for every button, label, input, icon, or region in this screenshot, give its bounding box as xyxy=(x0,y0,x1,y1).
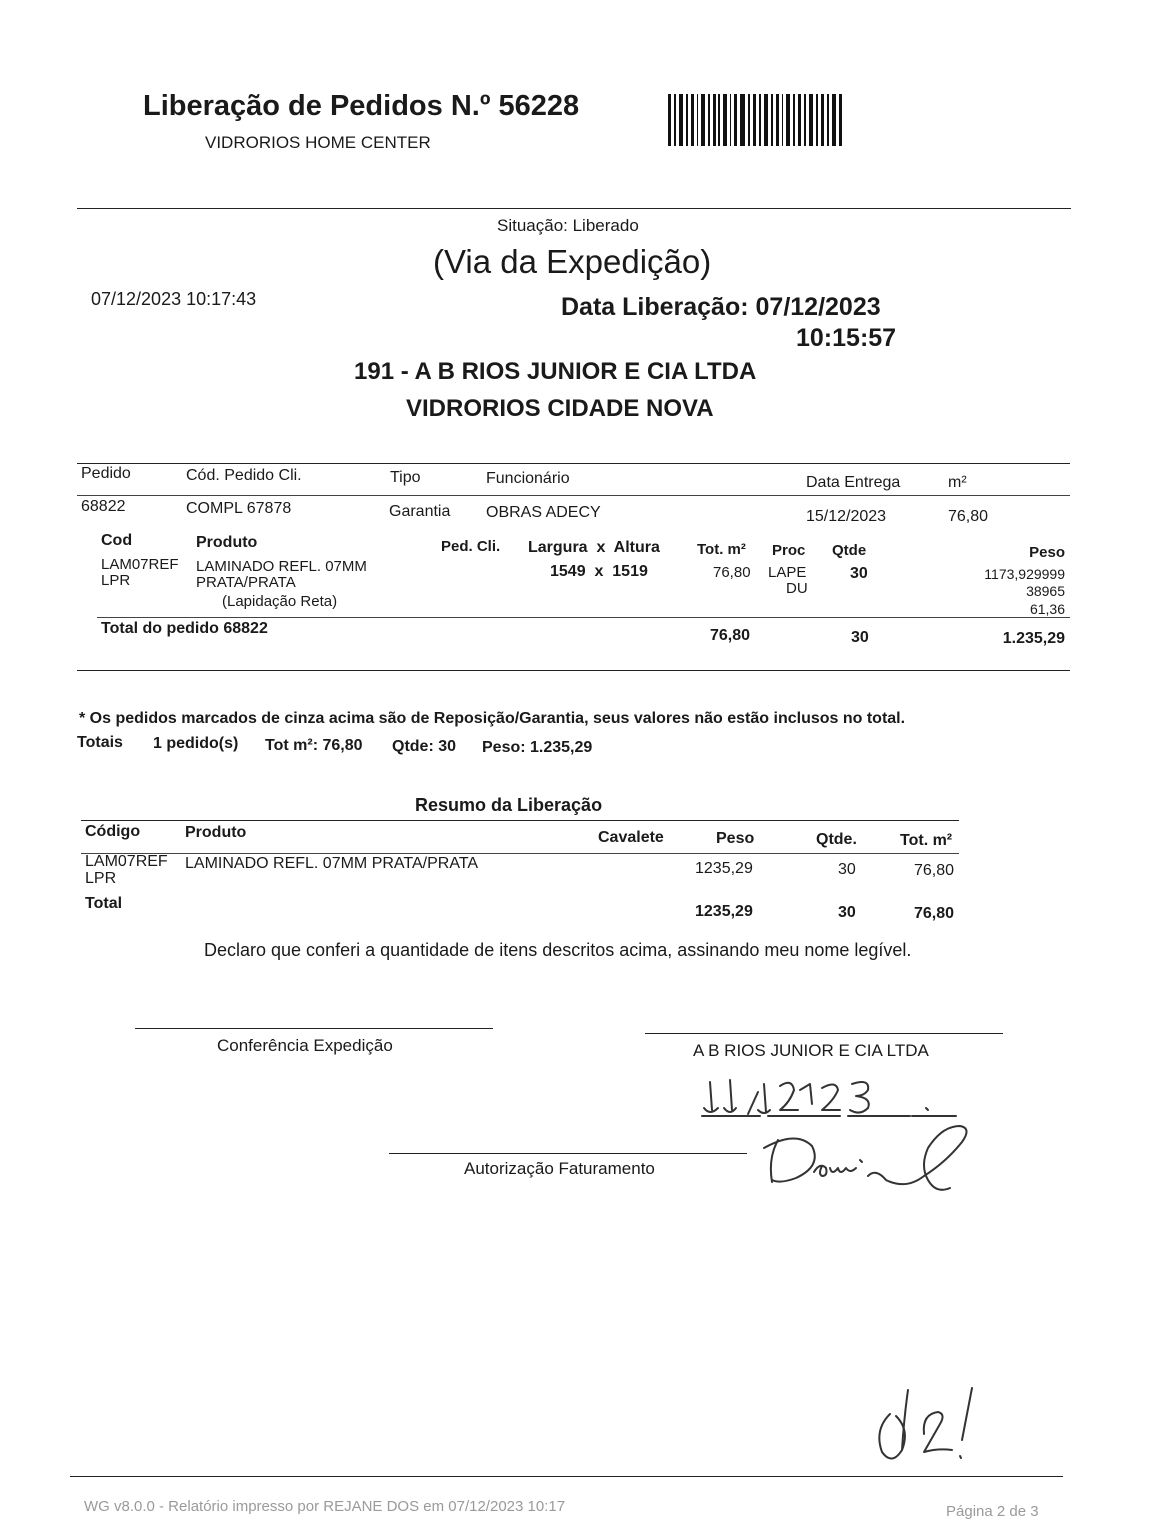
totais-pedidos: 1 pedido(s) xyxy=(153,735,239,752)
data-liberacao: Data Liberação: 07/12/2023 xyxy=(561,293,881,321)
resumo-total-tot-m2: 76,80 xyxy=(914,905,955,922)
order-pedido-value: 68822 xyxy=(81,498,126,515)
data-liberacao-time: 10:15:57 xyxy=(796,324,897,352)
document-title: Liberação de Pedidos N.º 56228 xyxy=(143,90,580,122)
resumo-title: Resumo da Liberação xyxy=(415,795,603,815)
col-cod-pedido-cli: Cód. Pedido Cli. xyxy=(186,467,302,484)
item-peso-l2: 38965 xyxy=(1026,583,1065,599)
resumo-produto: LAMINADO REFL. 07MM PRATA/PRATA xyxy=(185,855,479,872)
client-name: 191 - A B RIOS JUNIOR E CIA LTDA xyxy=(354,358,757,385)
item-cod-l2: LPR xyxy=(101,572,131,589)
item-col-largura-altura: Largura x Altura xyxy=(528,539,660,556)
company-name: VIDRORIOS HOME CENTER xyxy=(205,133,431,152)
resumo-tot-m2: 76,80 xyxy=(914,862,955,879)
order-total-tot-m2: 76,80 xyxy=(710,627,751,644)
footer-divider xyxy=(70,1476,1063,1477)
item-produto-l3: (Lapidação Reta) xyxy=(222,593,338,610)
item-col-qtde: Qtde xyxy=(832,542,867,559)
item-peso-l1: 1173,929999 xyxy=(984,566,1065,582)
client-branch: VIDRORIOS CIDADE NOVA xyxy=(406,395,714,422)
item-largura-altura: 1549 x 1519 xyxy=(550,563,648,580)
resumo-total-qtde: 30 xyxy=(838,904,856,921)
order-table-top-border xyxy=(77,463,1070,464)
resumo-top-border xyxy=(81,820,959,821)
resumo-total-label: Total xyxy=(85,895,123,912)
via-label: (Via da Expedição) xyxy=(433,243,712,280)
printed-timestamp: 07/12/2023 10:17:43 xyxy=(91,289,257,309)
order-funcionario-value: OBRAS ADECY xyxy=(486,504,601,521)
totais-tot-m2: Tot m²: 76,80 xyxy=(265,737,363,754)
item-cod-l1: LAM07REF xyxy=(101,556,179,573)
handwritten-signature-icon xyxy=(756,1118,986,1198)
resumo-total-peso: 1235,29 xyxy=(695,903,753,920)
resumo-qtde: 30 xyxy=(838,861,856,878)
footer-page-number: Página 2 de 3 xyxy=(946,1503,1039,1520)
handwritten-initials-icon xyxy=(868,1378,984,1470)
company-signature-line xyxy=(645,1033,1003,1034)
resumo-col-cavalete: Cavalete xyxy=(598,829,664,846)
item-tot-m2: 76,80 xyxy=(713,564,751,581)
item-col-produto: Produto xyxy=(196,534,258,551)
autorizacao-signature-line xyxy=(389,1153,747,1154)
item-produto-l1: LAMINADO REFL. 07MM xyxy=(196,558,367,575)
item-col-proc: Proc xyxy=(772,542,806,559)
totais-label: Totais xyxy=(77,734,123,751)
order-m2-value: 76,80 xyxy=(948,508,989,525)
warning-note: * Os pedidos marcados de cinza acima são de Reposição/Garantia, seus valores não estão inclusos no total. xyxy=(79,710,906,727)
item-proc-l2: DU xyxy=(786,580,808,597)
conferencia-label: Conferência Expedição xyxy=(217,1036,393,1055)
item-proc-l1: LAPE xyxy=(768,564,807,581)
col-tipo: Tipo xyxy=(390,469,421,486)
order-table-bottom-border xyxy=(77,670,1070,671)
item-col-ped-cli: Ped. Cli. xyxy=(441,538,501,555)
item-peso-l3: 61,36 xyxy=(1029,601,1065,617)
resumo-col-tot-m2: Tot. m² xyxy=(900,832,953,849)
item-col-cod: Cod xyxy=(101,532,133,549)
item-produto-l2: PRATA/PRATA xyxy=(196,574,296,591)
col-pedido: Pedido xyxy=(81,465,131,482)
resumo-peso: 1235,29 xyxy=(695,860,753,877)
order-total-divider xyxy=(97,617,1070,618)
order-total-label: Total do pedido 68822 xyxy=(101,620,268,637)
autorizacao-label: Autorização Faturamento xyxy=(464,1159,655,1178)
resumo-codigo-l2: LPR xyxy=(85,870,117,887)
order-cod-pedido-cli-value: COMPL 67878 xyxy=(186,500,292,517)
col-funcionario: Funcionário xyxy=(486,470,570,487)
footer-printed-by: WG v8.0.0 - Relatório impresso por REJANE DOS em 07/12/2023 10:17 xyxy=(84,1498,566,1515)
order-total-qtde: 30 xyxy=(851,629,869,646)
resumo-col-peso: Peso xyxy=(716,830,755,847)
order-data-entrega-value: 15/12/2023 xyxy=(806,508,887,525)
declaration-text: Declaro que conferi a quantidade de itens descritos acima, assinando meu nome legível. xyxy=(204,940,912,960)
order-header-divider xyxy=(77,495,1070,496)
totais-peso: Peso: 1.235,29 xyxy=(482,739,593,756)
resumo-codigo-l1: LAM07REF xyxy=(85,853,168,870)
conferencia-signature-line xyxy=(135,1028,493,1029)
barcode-icon xyxy=(668,94,844,146)
order-tipo-value: Garantia xyxy=(389,503,451,520)
totais-qtde: Qtde: 30 xyxy=(392,738,457,755)
situacao-label: Situação: Liberado xyxy=(497,216,639,235)
item-col-peso: Peso xyxy=(1029,544,1065,561)
col-data-entrega: Data Entrega xyxy=(806,474,901,491)
header-divider xyxy=(77,208,1071,209)
resumo-header-divider xyxy=(81,853,959,854)
resumo-col-qtde: Qtde. xyxy=(816,831,857,848)
order-total-peso: 1.235,29 xyxy=(1002,630,1065,647)
resumo-col-produto: Produto xyxy=(185,824,247,841)
col-m2: m² xyxy=(948,474,967,491)
handwritten-date xyxy=(700,1070,960,1122)
company-signature-label: A B RIOS JUNIOR E CIA LTDA xyxy=(693,1041,929,1060)
item-col-tot-m2: Tot. m² xyxy=(697,541,746,558)
item-qtde: 30 xyxy=(850,565,868,582)
resumo-col-codigo: Código xyxy=(85,823,141,840)
